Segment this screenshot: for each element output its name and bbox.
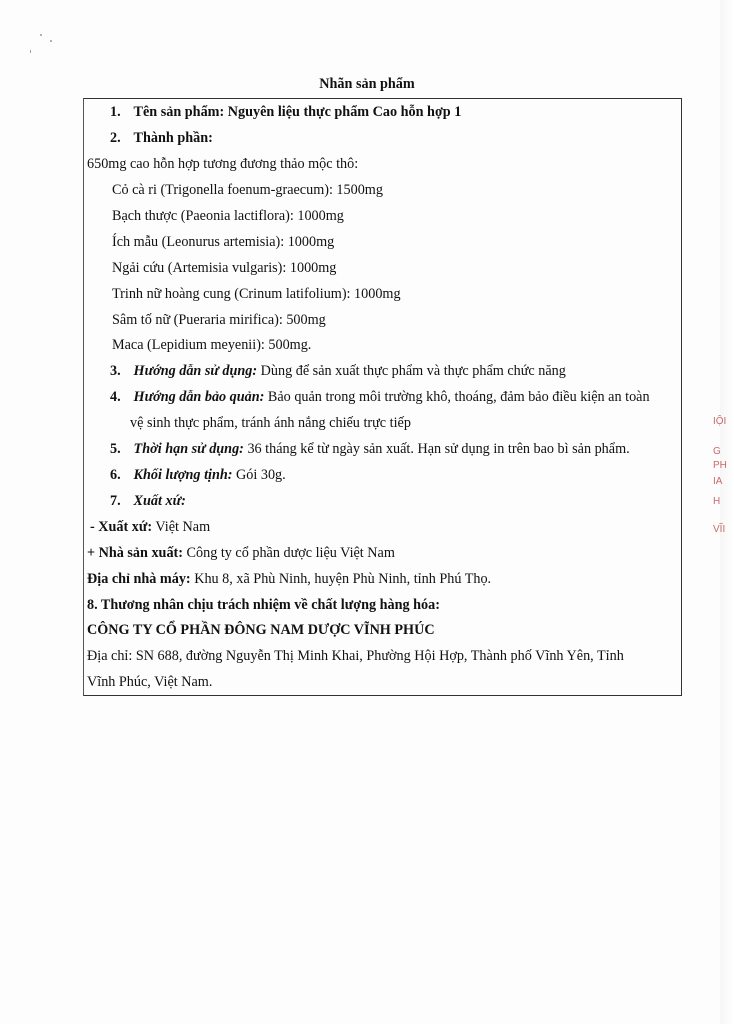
item-responsible-trader: 8. Thương nhân chịu trách nhiệm về chất lượng hàng hóa: <box>87 597 440 613</box>
item-label: Hướng dẫn bảo quản: <box>133 389 265 405</box>
ingredient-line: Bạch thược (Paeonia lactiflora): 1000mg <box>112 208 344 224</box>
stamp-fragment: PH <box>713 460 727 471</box>
scan-speck <box>40 34 42 36</box>
item-number: 1. <box>110 104 121 120</box>
stamp-fragment: H <box>713 496 721 507</box>
product-name-value: Nguyên liệu thực phẩm Cao hỗn hợp 1 <box>227 104 462 120</box>
origin-label: - Xuất xứ: <box>90 519 153 535</box>
stamp-fragment: VĨI <box>713 524 726 535</box>
item-number: 7. <box>110 493 121 509</box>
ingredient-line: Cỏ cà ri (Trigonella foenum-graecum): 1500mg <box>112 182 383 198</box>
document-title: Nhãn sản phẩm <box>319 76 415 92</box>
shelf-life-value: 36 tháng kể từ ngày sản xuất. Hạn sử dụng in trên bao bì sản phẩm. <box>247 441 630 457</box>
ingredients-intro: 650mg cao hỗn hợp tương đương thảo mộc thô: <box>87 156 359 172</box>
storage-value: Bảo quản trong môi trường khô, thoáng, đảm bảo điều kiện an toàn <box>267 389 650 405</box>
stamp-fragment: IA <box>713 476 723 487</box>
item-number: 3. <box>110 363 121 379</box>
ingredient-line: Maca (Lepidium meyenii): 500mg. <box>112 337 312 353</box>
company-address: Địa chỉ: SN 688, đường Nguyễn Thị Minh Khai, Phường Hội Hợp, Thành phố Vĩnh Yên, Tỉnh <box>87 648 624 664</box>
item-number: 5. <box>110 441 121 457</box>
company-address-continued: Vĩnh Phúc, Việt Nam. <box>87 674 213 690</box>
item-label: Tên sản phẩm: <box>133 104 225 120</box>
stamp-fragment: G <box>713 446 721 457</box>
manufacturer-value: Công ty cổ phần dược liệu Việt Nam <box>186 545 395 561</box>
ingredient-line: Trinh nữ hoàng cung (Crinum latifolium): 1000mg <box>112 286 401 302</box>
item-origin <box>110 493 186 510</box>
item-number: 2. <box>110 130 121 146</box>
stamp-fragment: IỘI <box>713 416 727 427</box>
factory-address-line <box>87 571 491 588</box>
scan-speck <box>50 40 52 42</box>
manufacturer-label: + Nhà sản xuất: <box>87 545 183 561</box>
ingredient-line: Ngải cứu (Artemisia vulgaris): 1000mg <box>112 260 337 276</box>
ingredient-line: Ích mẫu (Leonurus artemisia): 1000mg <box>112 234 335 250</box>
ingredient-line: Sâm tố nữ (Pueraria mirifica): 500mg <box>112 312 326 328</box>
item-storage <box>110 389 650 406</box>
origin-line <box>90 519 210 536</box>
storage-value-continued: vệ sinh thực phẩm, tránh ánh nắng chiếu trực tiếp <box>130 415 411 431</box>
item-shelf-life <box>110 441 630 458</box>
item-label: Hướng dẫn sử dụng: <box>133 363 258 379</box>
item-ingredients <box>110 130 213 147</box>
item-product-name <box>110 104 461 121</box>
item-label: Thành phần: <box>133 130 213 146</box>
usage-value: Dùng để sản xuất thực phẩm và thực phẩm chức năng <box>260 363 566 379</box>
item-label: Xuất xứ: <box>133 493 186 509</box>
item-net-weight <box>110 467 286 484</box>
scan-edge <box>720 0 734 1024</box>
item-number: 6. <box>110 467 121 483</box>
manufacturer-line <box>87 545 395 562</box>
item-number: 4. <box>110 389 121 405</box>
factory-address-label: Địa chỉ nhà máy: <box>87 571 191 587</box>
origin-value: Việt Nam <box>155 519 211 535</box>
company-name: CÔNG TY CỔ PHẦN ĐÔNG NAM DƯỢC VĨNH PHÚC <box>87 622 435 638</box>
item-label: Thời hạn sử dụng: <box>133 441 244 457</box>
item-usage <box>110 363 566 380</box>
factory-address-value: Khu 8, xã Phù Ninh, huyện Phù Ninh, tỉnh Phú Thọ. <box>194 571 492 587</box>
scan-speck <box>30 50 31 53</box>
net-weight-value: Gói 30g. <box>236 467 286 483</box>
item-label: Khối lượng tịnh: <box>133 467 233 483</box>
